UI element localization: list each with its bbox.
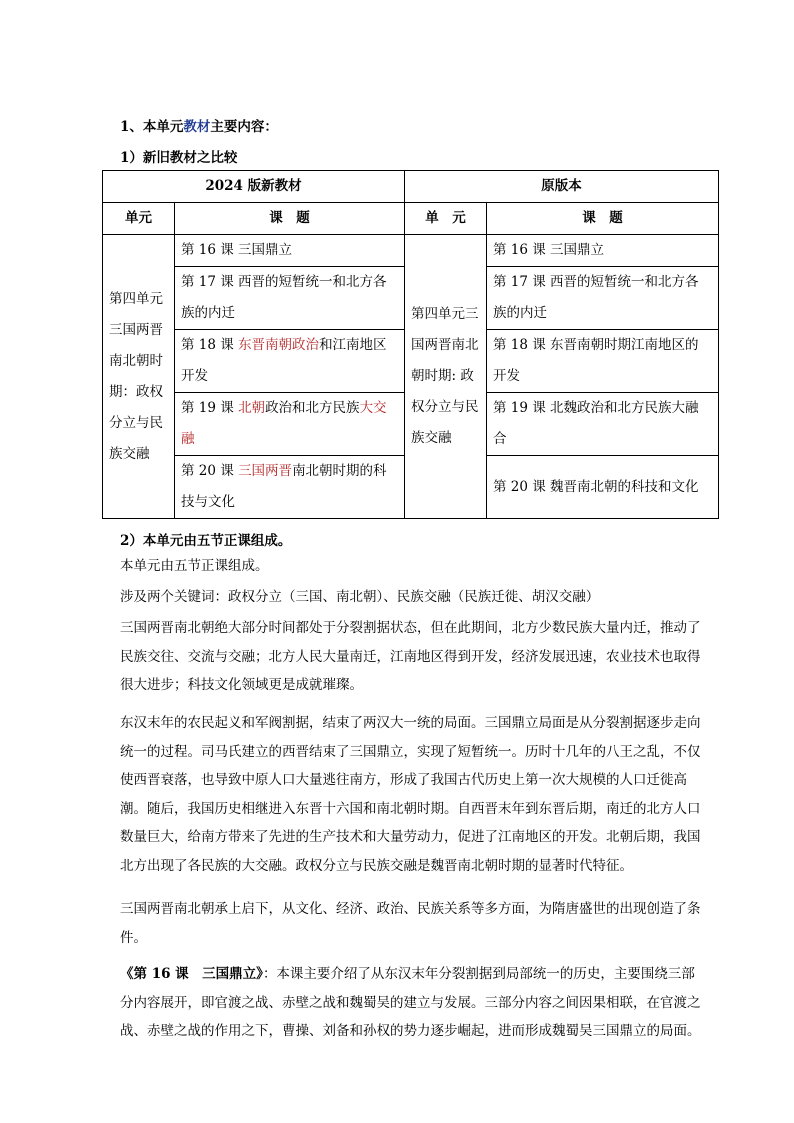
old-lesson-17: 第 17 课 西晋的短暂统一和北方各族的内迁 <box>487 267 719 330</box>
new-unit-cell: 第四单元三国两晋南北朝时期：政权分立与民族交融 <box>103 235 175 519</box>
paragraph-1: 本单元由五节正课组成。 <box>120 558 269 574</box>
old-lesson-19: 第 19 课 北魏政治和北方民族大融合 <box>487 393 719 456</box>
col-unit-old: 单 元 <box>405 203 487 235</box>
lesson16-title: 《第 16 课 三国鼎立》 <box>120 966 263 982</box>
new-lesson-17: 第 17 课 西晋的短暂统一和北方各族的内迁 <box>175 267 405 330</box>
col-lesson-old: 课 题 <box>487 203 719 235</box>
old-lesson-18: 第 18 课 东晋南朝时期江南地区的开发 <box>487 330 719 393</box>
subsection-heading-compare: 1）新旧教材之比较 <box>120 150 238 166</box>
old-unit-cell: 第四单元三国两晋南北朝时期: 政权分立与民族交融 <box>405 235 487 519</box>
heading1-prefix: 1、本单元 <box>120 119 184 135</box>
paragraph-keywords: 涉及两个关键词：政权分立（三国、南北朝）、民族交融（民族迁徙、胡汉交融） <box>120 589 600 605</box>
new-lesson-20: 第 20 课 三国两晋南北朝时期的科技与文化 <box>175 456 405 519</box>
paragraph-lesson16 <box>120 960 704 1046</box>
new-lesson-18: 第 18 课 东晋南朝政治和江南地区开发 <box>175 330 405 393</box>
paragraph-significance: 三国两晋南北朝承上启下，从文化、经济、政治、民族关系等多方面，为隋唐盛世的出现创造了条件。 <box>120 901 701 946</box>
paragraph-overview: 三国两晋南北朝绝大部分时间都处于分裂割据状态，但在此期间，北方少数民族大量内迁，推动了民族交往、交流与交融；北方人民大量南迁，江南地区得到开发，经济发展迅速，农业技术也取得很大进步；科技文化领域更是成就璀璨。 <box>120 620 701 694</box>
new-lesson-19: 第 19 课 北朝政治和北方民族大交融 <box>175 393 405 456</box>
old-lesson-16: 第 16 课 三国鼎立 <box>487 235 719 267</box>
subsection-heading-five-lessons: 2）本单元由五节正课组成。 <box>120 533 292 549</box>
new-lesson-16: 第 16 课 三国鼎立 <box>175 235 405 267</box>
section-heading-1 <box>120 115 278 135</box>
heading1-blue: 教材 <box>183 119 211 135</box>
col-lesson-new: 课 题 <box>175 203 405 235</box>
lesson16-description: ：本课主要介绍了从东汉末年分裂割据到局部统一的历史，主要围绕三部分内容展开，即官渡之战、赤壁之战和魏蜀吴的建立与发展。三部分内容之间因果相联，在官渡之战、赤壁之战的作用之下，曹操、刘备和孙权的势力逐步崛起，进而形成魏蜀吴三国鼎立的局面。 <box>120 966 701 1040</box>
old-lesson-20: 第 20 课 魏晋南北朝的科技和文化 <box>487 456 719 519</box>
paragraph-history: 东汉末年的农民起义和军阀割据，结束了两汉大一统的局面。三国鼎立局面是从分裂割据逐步走向统一的过程。司马氏建立的西晋结束了三国鼎立，实现了短暂统一。历时十几年的八王之乱，不仅使西晋衰落，也导致中原人口大量逃往南方，形成了我国古代历史上第一次大规模的人口迁徙高潮。随后，我国历史相继进入东晋十六国和南北朝时期。自西晋末年到东晋后期，南迁的北方人口数量巨大，给南方带来了先进的生产技术和大量劳动力，促进了江南地区的开发。北朝后期，我国北方出现了各民族的大交融。政权分立与民族交融是魏晋南北朝时期的显著时代特征。 <box>120 715 701 874</box>
header-new-edition: 2024 版新教材 <box>103 171 405 203</box>
header-old-edition: 原版本 <box>405 171 719 203</box>
comparison-table <box>102 170 719 519</box>
heading1-suffix: 主要内容： <box>210 119 278 135</box>
col-unit-new: 单元 <box>103 203 175 235</box>
